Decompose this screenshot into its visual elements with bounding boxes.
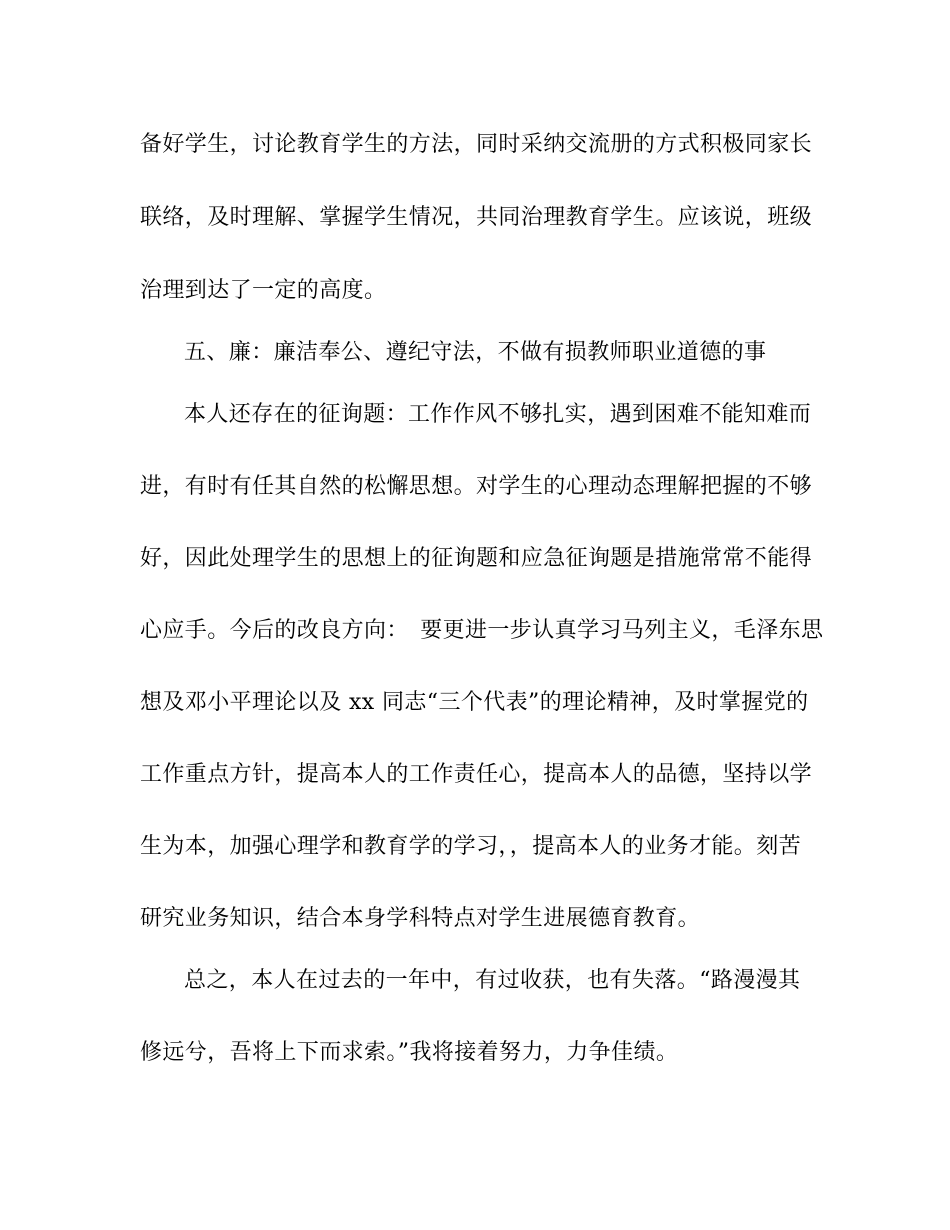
text-line: 工作重点方针，提高本人的工作责任心，提高本人的品德，坚持以学 xyxy=(140,762,813,787)
text-line: 修远兮，吾将上下而求索。”我将接着努力，力争佳绩。 xyxy=(140,1040,679,1065)
section-heading: 五、廉：廉洁奉公、遵纪守法，不做有损教师职业道德的事 xyxy=(184,340,767,365)
text-line: 本人还存在的征询题：工作作风不够扎实，遇到困难不能知难而 xyxy=(184,402,812,427)
text-line: 生为本，加强心理学和教育学的学习，，提高本人的业务才能。刻苦 xyxy=(140,834,802,859)
text-line: 研究业务知识，结合本身学科特点对学生进展德育教育。 xyxy=(140,906,701,931)
text-line: 好，因此处理学生的思想上的征询题和应急征询题是措施常常不能得 xyxy=(140,546,813,571)
text-line: 想及邓小平理论以及 xx 同志“三个代表”的理论精神，及时掌握党的 xyxy=(140,690,809,715)
text-line: 联络，及时理解、掌握学生情况，共同治理教育学生。应该说，班级 xyxy=(140,205,813,230)
text-line: 备好学生，讨论教育学生的方法，同时采纳交流册的方式积极同家长 xyxy=(140,132,813,157)
text-line: 治理到达了一定的高度。 xyxy=(140,278,387,303)
text-line: 总之，本人在过去的一年中，有过收获，也有失落。“路漫漫其 xyxy=(184,968,801,993)
text-line: 心应手。今后的改良方向： 要更进一步认真学习马列主义，毛泽东思 xyxy=(140,618,824,643)
text-line: 进，有时有任其自然的松懈思想。对学生的心理动态理解把握的不够 xyxy=(140,474,813,499)
